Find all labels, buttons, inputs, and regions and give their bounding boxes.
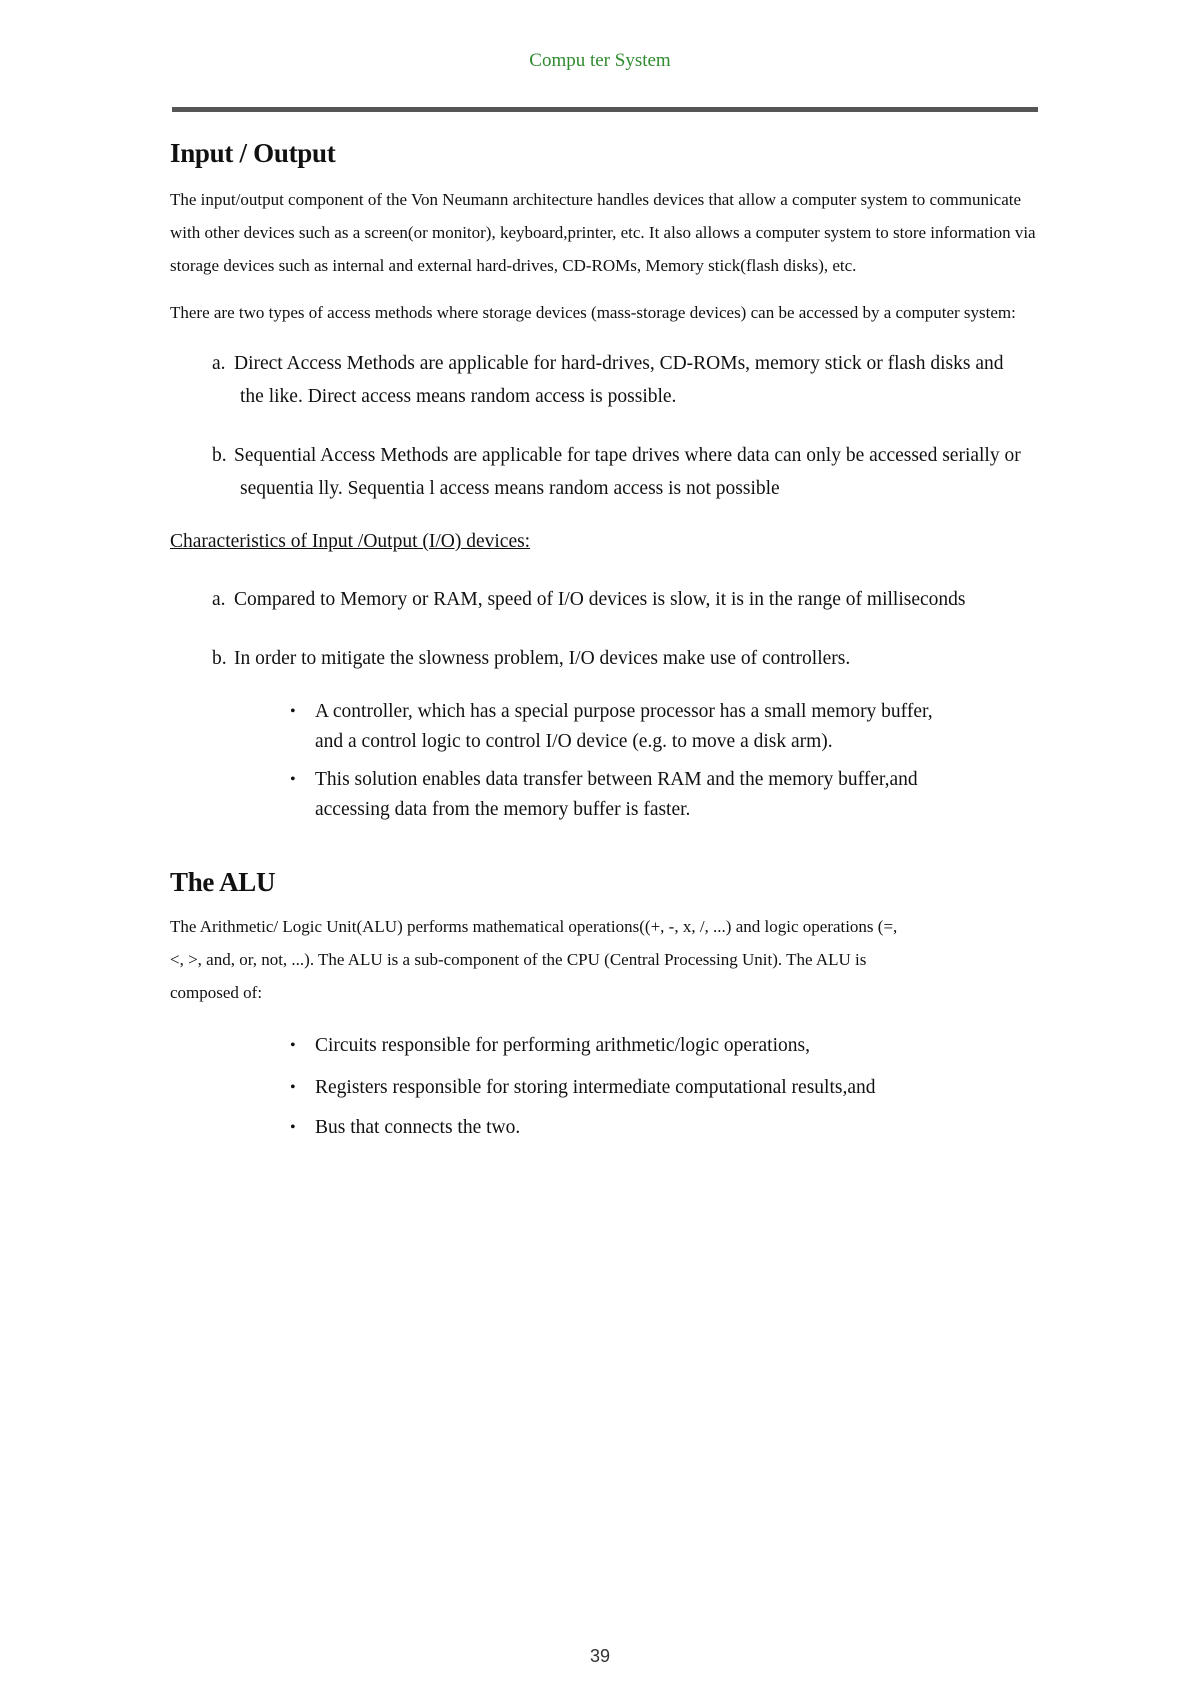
- bullet-text: Bus that connects the two.: [315, 1117, 521, 1138]
- list-item-text: In order to mitigate the slowness problem, I/O devices make use of controllers.: [234, 648, 851, 669]
- alu-components-list: [170, 1031, 1050, 1143]
- list-item-controllers: [170, 642, 1050, 675]
- list-item-text: Compared to Memory or RAM, speed of I/O devices is slow, it is in the range of milliseconds: [234, 589, 966, 610]
- bullet-text: Registers responsible for storing intermediate computational results,and: [315, 1077, 876, 1098]
- page-number: 39: [589, 1646, 611, 1666]
- bullet-item: [170, 765, 1050, 825]
- bullet-icon: •: [290, 703, 296, 720]
- bullet-item: [170, 697, 1050, 757]
- list-item-sequential-access: [170, 439, 1050, 505]
- list-item-text: Direct Access Methods are applicable for hard-drives, CD-ROMs, memory stick or flash disks and the like. Direct access means random access is possible.: [234, 353, 1004, 407]
- section-heading-alu: The ALU: [170, 867, 276, 897]
- bullet-text: A controller, which has a special purpose processor has a small memory buffer, and a control logic to control I/O device (e.g. to move a disk arm).: [315, 701, 933, 752]
- list-item-direct-access: [170, 347, 1050, 413]
- header-rule: [172, 107, 1038, 112]
- bullet-text: This solution enables data transfer between RAM and the memory buffer,and accessing data from the memory buffer is faster.: [315, 769, 918, 820]
- bullet-icon: •: [290, 771, 296, 788]
- characteristics-list: [170, 583, 1050, 675]
- controller-bullets: [170, 697, 1050, 825]
- page-content: [170, 130, 1050, 1143]
- bullet-icon: •: [290, 1037, 296, 1054]
- bullet-item: [170, 1031, 1050, 1061]
- access-methods-paragraph: There are two types of access methods where storage devices (mass-storage devices) can be accessed by a computer system:: [170, 303, 1016, 322]
- bullet-icon: •: [290, 1079, 296, 1096]
- list-marker: b.: [212, 445, 227, 466]
- list-item-text: Sequential Access Methods are applicable for tape drives where data can only be accessed serially or sequentia lly. Sequentia l access means random access is not possible: [234, 445, 1021, 499]
- alu-paragraph: The Arithmetic/ Logic Unit(ALU) performs mathematical operations((+, -, x, /, ...) and logic operations (=, <, >, and, or, not, ...). The ALU is a sub-component of the CPU (Central Processing Unit). The ALU is composed of:: [170, 917, 898, 1002]
- running-header: Compu ter System: [529, 50, 671, 71]
- io-intro-paragraph: The input/output component of the Von Neumann architecture handles devices that allow a computer system to communicate with other devices such as a screen(or monitor), keyboard,printer, etc. It also allows a computer system to store information via storage devices such as internal and external hard-drives, CD-ROMs, Memory stick(flash disks), etc.: [170, 190, 1036, 275]
- characteristics-heading: Characteristics of Input /Output (I/O) devices:: [170, 531, 531, 552]
- bullet-item: [170, 1073, 1050, 1103]
- bullet-icon: •: [290, 1119, 296, 1136]
- bullet-text: Circuits responsible for performing arithmetic/logic operations,: [315, 1035, 810, 1056]
- list-marker: a.: [212, 589, 226, 610]
- list-marker: a.: [212, 353, 226, 374]
- section-heading-input-output: Input / Output: [170, 138, 336, 168]
- list-marker: b.: [212, 648, 227, 669]
- access-methods-list: [170, 347, 1050, 505]
- list-item-io-speed: [170, 583, 1050, 616]
- bullet-item: [170, 1113, 1050, 1143]
